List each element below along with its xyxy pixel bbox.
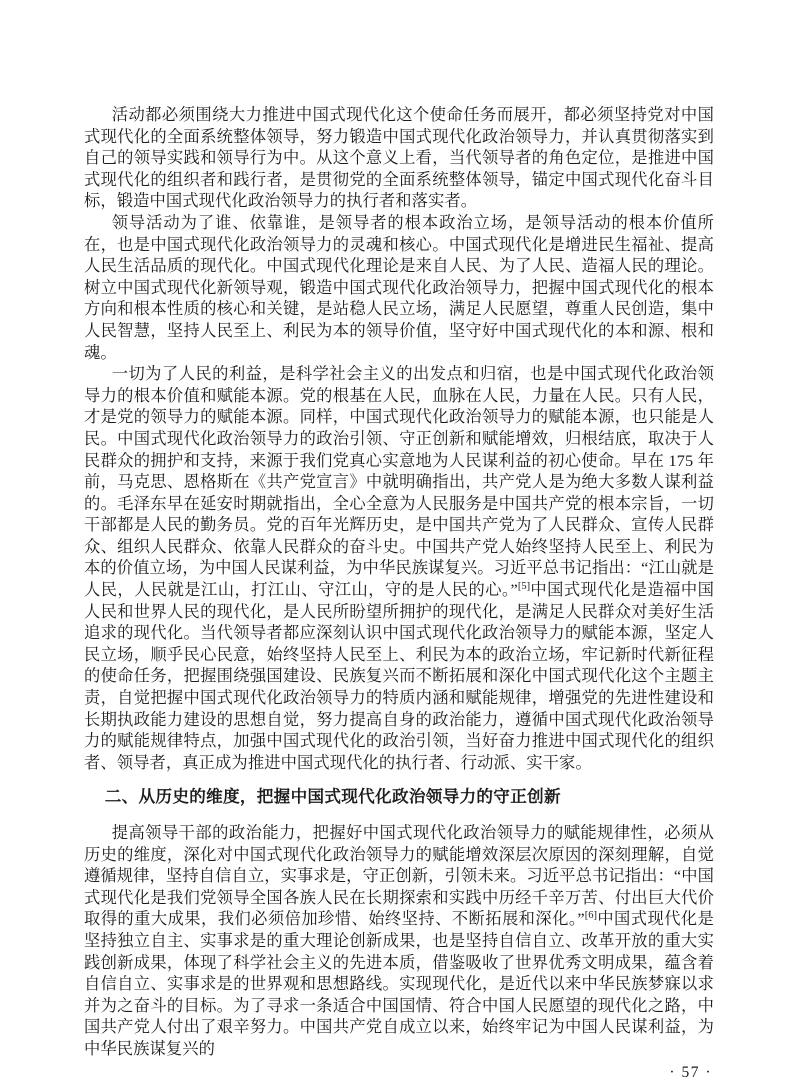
paragraph-1: 活动都必须围绕大力推进中国式现代化这个使命任务而展开，都必须坚持党对中国式现代化的全面系统整体领导，努力锻造中国式现代化政治领导力，并认真贯彻落实到自己的领导实践和领导行为中。从这个意义上看，当代领导者的角色定位，是推进中国式现代化的组织者和践行者，是贯彻党的全面系统整体领导，锚定中国式现代化奋斗目标，锻造中国式现代化政治领导力的执行者和落实者。 <box>84 105 714 211</box>
paragraph-3 <box>84 363 714 773</box>
footnote-ref-5: [5] <box>517 581 531 593</box>
paragraph-4-text-after-ref: 中国式现代化是坚持独立自主、实事求是的重大理论创新成果，也是坚持自信自立、改革开放的重大实践创新成果，体现了科学社会主义的先进本质，借鉴吸收了世界优秀文明成果，蕴含着自信自立、实事求是的世界观和思想路线。实现现代化，是近代以来中华民族梦寐以求并为之奋斗的目标。为了寻求一条适合中国国情、符合中国人民愿望的现代化之路，中国共产党人付出了艰辛努力。中国共产党自成立以来，始终牢记为中国人民谋利益，为中华民族谋复兴的 <box>84 909 715 1058</box>
footnote-ref-6: [6] <box>584 910 597 922</box>
paragraph-3-text-after-ref: 中国式现代化是造福中国人民和世界人民的现代化，是人民所盼望所拥护的现代化，是满足人民群众对美好生活追求的现代化。当代领导者都应深刻认识中国式现代化政治领导力的赋能本源，坚定人民立场，顺乎民心民意，始终坚持人民至上、利民为本的政治立场，牢记新时代新征程的使命任务，把握围绕强国建设、民族复兴而不断拓展和深化中国式现代化这个主题主责，自觉把握中国式现代化政治领导力的特质内涵和赋能规律，增强党的先进性建设和长期执政能力建设的思想自觉，努力提高自身的政治能力，遵循中国式现代化政治领导力的赋能规律特点，加强中国式现代化的政治引领，当好奋力推进中国式现代化的组织者、领导者，真正成为推进中国式现代化的执行者、行动派、实干家。 <box>84 580 714 772</box>
paragraph-2: 领导活动为了谁、依靠谁，是领导者的根本政治立场，是领导活动的根本价值所在，也是中国式现代化政治领导力的灵魂和核心。中国式现代化是增进民生福祉、提高人民生活品质的现代化。中国式现代化理论是来自人民、为了人民、造福人民的理论。树立中国式现代化新领导观，锻造中国式现代化政治领导力，把握中国式现代化的根本方向和根本性质的核心和关键，是站稳人民立场，满足人民愿望，尊重人民创造，集中人民智慧，坚持人民至上、利民为本的领导价值，坚守好中国式现代化的本和源、根和魂。 <box>84 212 714 362</box>
text-column <box>84 104 714 1077</box>
paragraph-4 <box>84 822 714 1060</box>
paragraph-4-text-before-ref: 提高领导干部的政治能力，把握好中国式现代化政治领导力的赋能规律性，必须从历史的维度，深化对中国式现代化政治领导力的赋能增效深层次原因的深刻理解，自觉遵循规律，坚持自信自立，实事求是，守正创新，引领未来。习近平总书记指出：“中国式现代化是我们党领导全国各族人民在长期探索和实践中历经千辛万苦、付出巨大代价取得的重大成果，我们必须倍加珍惜、始终坚持、不断拓展和深化。” <box>84 823 714 929</box>
page-number: · 57 · <box>669 1063 712 1077</box>
section-heading: 二、从历史的维度，把握中国式现代化政治领导力的守正创新 <box>104 787 561 807</box>
paragraph-3-text-before-ref: 一切为了人民的利益，是科学社会主义的出发点和归宿，也是中国式现代化政治领导力的根本价值和赋能本源。党的根基在人民，血脉在人民，力量在人民。只有人民，才是党的领导力的赋能本源。同样，中国式现代化政治领导力的赋能本源，也只能是人民。中国式现代化政治领导力的政治引领、守正创新和赋能增效，归根结底，取决于人民群众的拥护和支持，来源于我们党真心实意地为人民谋利益的初心使命。早在 175 年前，马克思、恩格斯在《共产党宣言》中就明确指出，共产党人是为绝大多数人谋利益的。毛泽东早在延安时期就指出，全心全意为人民服务是中国共产党的根本宗旨，一切干部都是人民的勤务员。党的百年光辉历史，是中国共产党为了人民群众、宣传人民群众、组织人民群众、依靠人民群众的奋斗史。中国共产党人始终坚持人民至上、利民为本的价值立场，为中国人民谋利益，为中华民族谋复兴。习近平总书记指出：“江山就是人民，人民就是江山，打江山、守江山，守的是人民的心。” <box>84 364 714 600</box>
